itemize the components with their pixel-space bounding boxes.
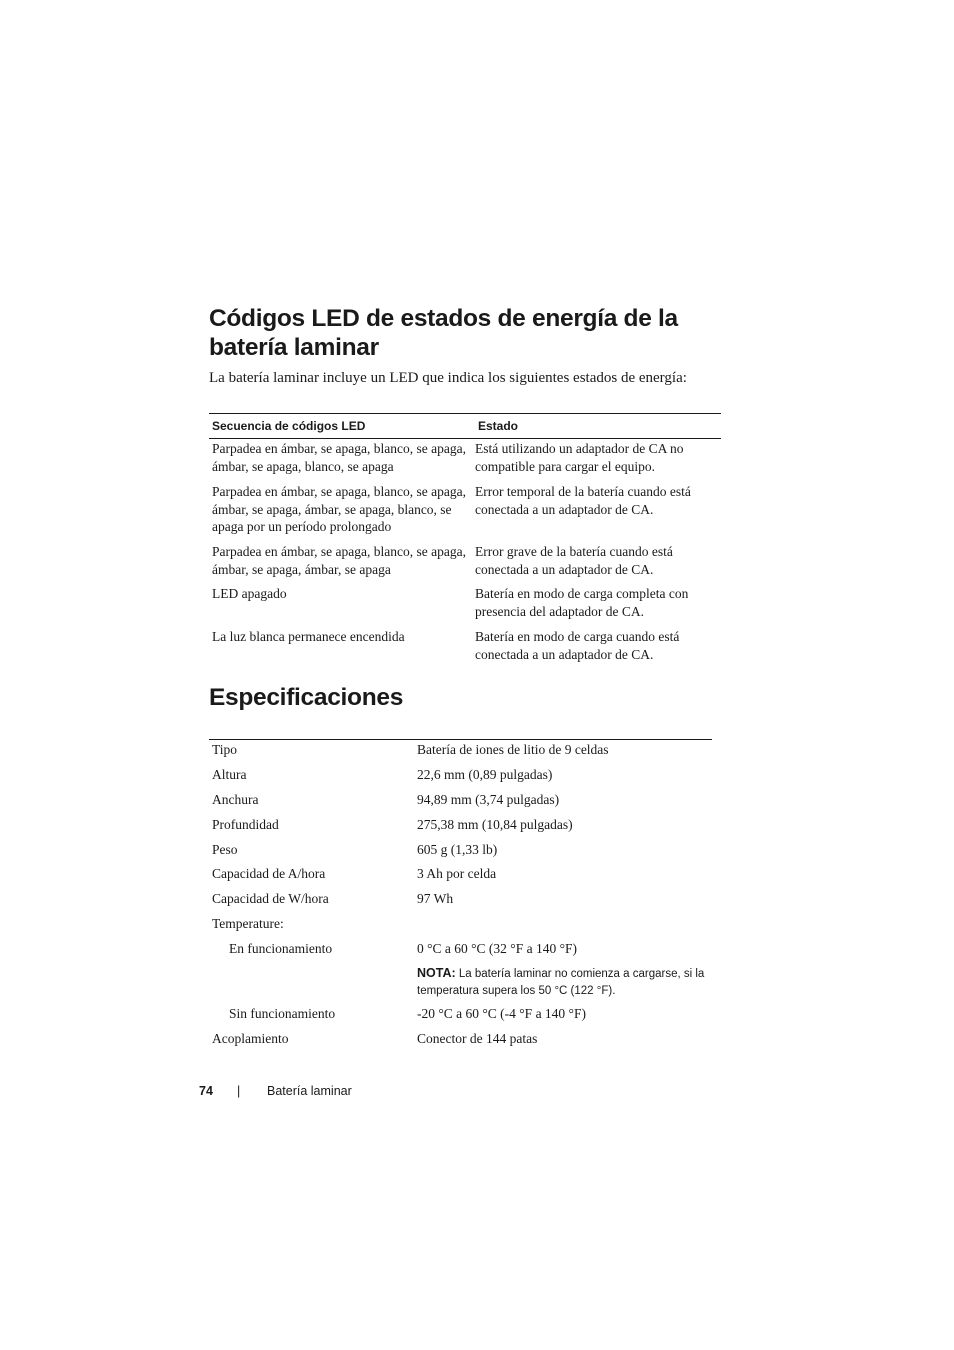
spec-label: En funcionamiento — [229, 941, 333, 957]
led-sequence: Parpadea en ámbar, se apaga, blanco, se apaga, ámbar, se apaga, ámbar, se apaga — [212, 544, 466, 577]
spec-label: Anchura — [212, 791, 259, 807]
spec-row — [209, 1004, 712, 1029]
spec-value: Batería de iones de litio de 9 celdas — [417, 742, 609, 757]
table-row — [209, 628, 721, 668]
spec-value: 0 °C a 60 °C (32 °F a 140 °F) — [417, 941, 577, 957]
spec-row — [209, 790, 712, 815]
led-codes-table — [209, 413, 721, 668]
led-status: Está utilizando un adaptador de CA no compatible para cargar el equipo. — [475, 441, 684, 474]
header-sequence: Secuencia de códigos LED — [212, 419, 366, 433]
note-row — [209, 964, 712, 1004]
led-section-intro: La batería laminar incluye un LED que indica los siguientes estados de energía: — [209, 370, 687, 386]
footer-section-name: Batería laminar — [267, 1084, 352, 1098]
table-row — [209, 483, 721, 543]
spec-label: Altura — [212, 766, 247, 782]
table-row — [209, 543, 721, 585]
spec-row — [209, 889, 712, 914]
spec-value: 22,6 mm (0,89 pulgadas) — [417, 766, 553, 782]
led-sequence: LED apagado — [212, 586, 287, 601]
led-section-title: Códigos LED de estados de energía de la batería laminar — [209, 305, 678, 361]
spec-value: 94,89 mm (3,74 pulgadas) — [417, 791, 560, 807]
spec-row — [209, 939, 712, 964]
note-label: NOTA: — [417, 966, 456, 981]
spec-row — [209, 765, 712, 790]
spec-label: Peso — [212, 841, 238, 857]
led-status: Error temporal de la batería cuando está conectada a un adaptador de CA. — [475, 484, 691, 517]
spec-label: Acoplamiento — [212, 1030, 289, 1046]
led-status: Error grave de la batería cuando está conectada a un adaptador de CA. — [475, 544, 673, 577]
table-row — [209, 439, 721, 483]
led-sequence: La luz blanca permanece encendida — [212, 629, 405, 644]
note-text: La batería laminar no comienza a cargarse, si la temperatura supera los 50 °C (122 °F). — [417, 968, 705, 998]
spec-row — [209, 914, 712, 939]
led-table-header — [209, 414, 721, 439]
spec-value: Conector de 144 patas — [417, 1030, 538, 1046]
specs-table — [209, 739, 712, 1054]
led-status: Batería en modo de carga completa con presencia del adaptador de CA. — [475, 586, 689, 619]
header-status: Estado — [478, 419, 519, 433]
spec-label: Sin funcionamiento — [229, 1006, 336, 1022]
led-status: Batería en modo de carga cuando está conectada a un adaptador de CA. — [475, 629, 680, 662]
spec-label: Profundidad — [212, 816, 279, 832]
spec-row — [209, 864, 712, 889]
spec-row — [209, 840, 712, 865]
spec-value: 605 g (1,33 lb) — [417, 841, 498, 857]
spec-value: 275,38 mm (10,84 pulgadas) — [417, 816, 573, 832]
spec-value: 97 Wh — [417, 891, 454, 907]
spec-label: Capacidad de A/hora — [212, 866, 326, 882]
note — [417, 964, 712, 1004]
led-sequence: Parpadea en ámbar, se apaga, blanco, se apaga, ámbar, se apaga, blanco, se apaga — [212, 441, 466, 474]
page-footer — [199, 1084, 352, 1098]
spec-label: Tipo — [212, 742, 238, 757]
spec-row — [209, 815, 712, 840]
footer-separator: | — [237, 1084, 241, 1098]
spec-value: 3 Ah por celda — [417, 866, 497, 882]
spec-label: Temperature: — [212, 916, 284, 932]
spec-label: Capacidad de W/hora — [212, 891, 329, 907]
led-sequence: Parpadea en ámbar, se apaga, blanco, se apaga, ámbar, se apaga, ámbar, se apaga, blanco, se apaga por un período prolongado — [212, 484, 466, 535]
specs-section-title: Especificaciones — [209, 684, 404, 711]
spec-row — [209, 740, 712, 765]
spec-row — [209, 1029, 712, 1054]
spec-value: -20 °C a 60 °C (-4 °F a 140 °F) — [417, 1006, 586, 1022]
page-number: 74 — [199, 1084, 213, 1098]
table-row — [209, 585, 721, 628]
